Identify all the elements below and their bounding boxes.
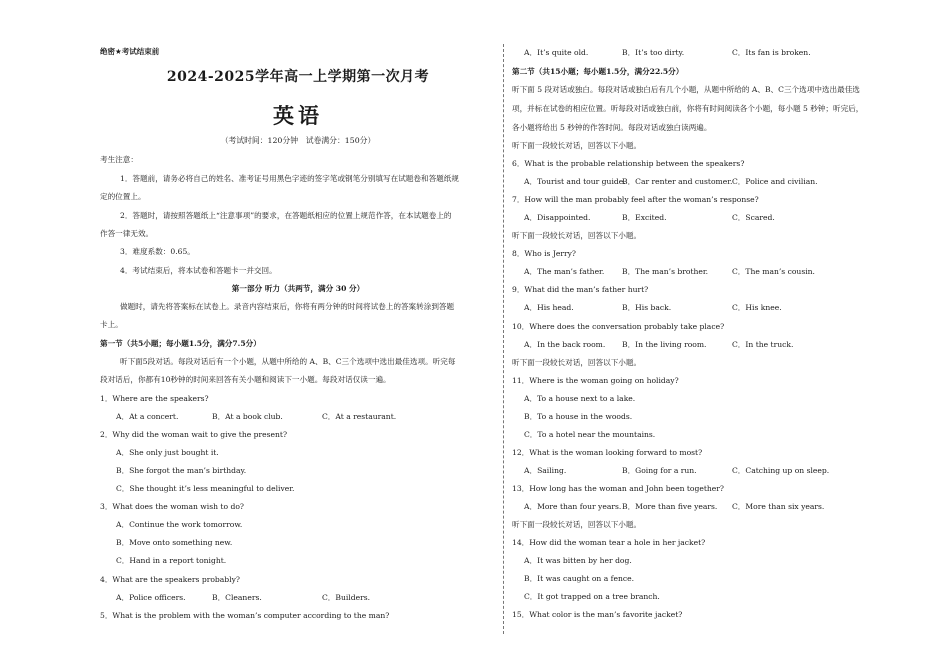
subject-title: 英语 (273, 103, 323, 128)
note-1: 1．答题前，请务必将自己的姓名、准考证号用黑色字迹的签字笔或钢笔分别填写在试题卷和答题纸规 (120, 174, 459, 183)
option-b: B．She forgot the man’s birthday. (116, 466, 247, 475)
option-c: C．The man’s cousin. (732, 267, 815, 276)
question-stem: 1．Where are the speakers? (100, 394, 209, 403)
option-b: B．The man’s brother. (622, 267, 709, 276)
option-b: B．It was caught on a fence. (524, 574, 635, 583)
note-1-cont: 定的位置上。 (100, 192, 146, 201)
option-b: B．To a house in the woods. (524, 412, 633, 421)
listen-note: 听下面一段较长对话，回答以下小题。 (512, 141, 642, 150)
section1-intro-cont: 段对话后，你都有10秒钟的时间来回答有关小题和阅读下一小题。每段对话仅读一遍。 (100, 375, 391, 384)
option-c: C．To a hotel near the mountains. (524, 430, 656, 439)
option-c: C．Hand in a report tonight. (116, 556, 227, 565)
option-a: A．Sailing. (524, 466, 567, 475)
question-stem: 11．Where is the woman going on holiday? (512, 376, 679, 385)
question-stem: 6．What is the probable relationship between the speakers? (512, 159, 745, 168)
exam-title: 2024-2025学年高一上学期第一次月考 (166, 69, 430, 85)
question-stem: 14．How did the woman tear a hole in her jacket? (512, 538, 706, 547)
option-c: C．Its fan is broken. (732, 48, 811, 57)
option-c: C．She thought it’s less meaningful to deliver. (116, 484, 295, 493)
option-c: C．In the truck. (732, 340, 794, 349)
question-stem: 7．How will the man probably feel after the woman’s response? (512, 195, 759, 204)
note-2-cont: 作答一律无效。 (100, 229, 154, 238)
option-a: A．To a house next to a lake. (524, 394, 636, 403)
option-c: C．More than six years. (732, 502, 825, 511)
section2-intro-cont: 项，并标在试卷的相应位置。听每段对话或独白前，你将有时间阅读各个小题，每小题 5 秒钟；听完后， (512, 104, 864, 113)
option-b: B．At a book club. (212, 412, 283, 421)
option-b: B．His back. (622, 303, 672, 312)
note-2: 2．答题时，请按照答题纸上“注意事项”的要求，在答题纸相应的位置上规范作答，在本试题卷上的 (120, 211, 452, 220)
option-b: B．Move onto something new. (116, 538, 233, 547)
part1-intro-cont: 卡上。 (100, 320, 123, 329)
question-stem: 12．What is the woman looking forward to most? (512, 448, 703, 457)
option-a: A．Disappointed. (524, 213, 591, 222)
listen-note: 听下面一段较长对话，回答以下小题。 (512, 520, 642, 529)
option-a: A．Continue the work tomorrow. (116, 520, 243, 529)
question-stem: 10．Where does the conversation probably take place? (512, 322, 725, 331)
question-stem: 15．What color is the man’s favorite jacket? (512, 610, 683, 619)
section2-heading: 第二节（共15小题；每小题1.5分，满分22.5分） (512, 67, 684, 76)
option-a: A．Tourist and tour guide. (524, 177, 626, 186)
option-c: C．Scared. (732, 213, 775, 222)
option-b: B．Going for a run. (622, 466, 697, 475)
option-b: B．More than five years. (622, 502, 718, 511)
option-c: C．Catching up on sleep. (732, 466, 830, 475)
option-b: B．Excited. (622, 213, 667, 222)
confidential-label: 绝密★考试结束前 (100, 47, 160, 56)
question-stem: 5．What is the problem with the woman’s computer according to the man? (100, 611, 390, 620)
option-c: C．Builders. (322, 593, 371, 602)
question-stem: 2．Why did the woman wait to give the present? (100, 430, 288, 439)
option-a: A．It was bitten by her dog. (524, 556, 632, 565)
option-b: B．It’s too dirty. (622, 48, 685, 57)
column-divider (503, 44, 504, 634)
listen-note: 听下面一段较长对话，回答以下小题。 (512, 358, 642, 367)
part1-heading: 第一部分 听力（共两节，满分 30 分） (231, 284, 365, 293)
listen-note: 听下面一段较长对话，回答以下小题。 (512, 231, 642, 240)
question-stem: 4．What are the speakers probably? (100, 575, 240, 584)
part1-intro: 做题时，请先将答案标在试卷上。录音内容结束后，你将有两分钟的时间将试卷上的答案转涂到答题 (120, 302, 455, 311)
question-stem: 13．How long has the woman and John been together? (512, 484, 724, 493)
exam-time-info: （考试时间：120分钟 试卷满分：150分） (220, 136, 376, 145)
option-a: A．Police officers. (116, 593, 186, 602)
option-a: A．In the back room. (524, 340, 606, 349)
option-c: C．His knee. (732, 303, 782, 312)
option-a: A．At a concert. (116, 412, 179, 421)
option-b: B．In the living room. (622, 340, 707, 349)
question-stem: 8．Who is Jerry? (512, 249, 577, 258)
section1-heading: 第一节（共5小题；每小题1.5分，满分7.5分） (100, 339, 261, 348)
note-3: 3．难度系数：0.65。 (120, 247, 195, 256)
option-c: C．It got trapped on a tree branch. (524, 592, 660, 601)
option-c: C．At a restaurant. (322, 412, 397, 421)
option-c: C．Police and civilian. (732, 177, 818, 186)
option-b: B．Car renter and customer. (622, 177, 733, 186)
option-a: A．More than four years. (524, 502, 622, 511)
question-stem: 3．What does the woman wish to do? (100, 502, 244, 511)
section2-intro-cont2: 各小题将给出 5 秒钟的作答时间。每段对话或独白读两遍。 (512, 123, 712, 132)
note-4: 4．考试结束后，将本试卷和答题卡一并交回。 (120, 266, 277, 275)
option-b: B．Cleaners. (212, 593, 262, 602)
notes-heading: 考生注意： (100, 155, 138, 164)
option-a: A．It’s quite old. (524, 48, 589, 57)
section1-intro: 听下面5段对话。每段对话后有一个小题，从题中所给的 A、B、C三个选项中选出最佳选项。听完每 (120, 357, 456, 366)
option-a: A．She only just bought it. (116, 448, 219, 457)
question-stem: 9．What did the man’s father hurt? (512, 285, 649, 294)
option-a: A．The man’s father. (524, 267, 605, 276)
option-a: A．His head. (524, 303, 574, 312)
section2-intro: 听下面 5 段对话或独白。每段对话或独白后有几个小题，从题中所给的 A、B、C三个选项中选出最佳选 (512, 85, 860, 94)
